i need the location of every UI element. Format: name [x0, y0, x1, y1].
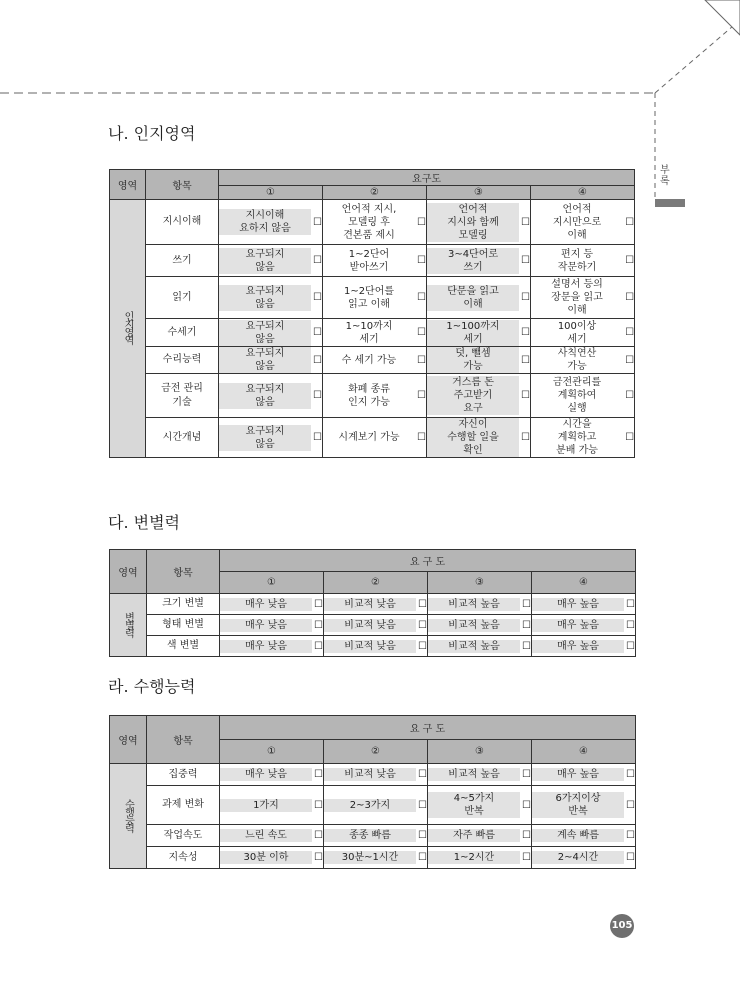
level-cell	[428, 594, 532, 615]
table-row	[110, 347, 635, 374]
level-cell	[219, 245, 323, 277]
checkbox[interactable]: ☐	[625, 390, 635, 401]
level-cell	[323, 245, 427, 277]
level-cell	[220, 847, 324, 869]
level-cell	[324, 847, 428, 869]
level-cell	[532, 636, 636, 657]
checkbox[interactable]: ☐	[313, 390, 322, 401]
row-item-label: 지시이해	[146, 200, 219, 245]
level-description: 편지 등 작문하기	[557, 248, 597, 273]
level-description: 비교적 낮음	[324, 598, 416, 611]
level-description: 매우 높음	[532, 768, 624, 781]
level-cell	[324, 764, 428, 786]
row-item-label: 색 변별	[147, 636, 220, 657]
level-cell	[532, 825, 636, 847]
level-description: 설명서 등의 장문을 읽고 이해	[551, 279, 603, 316]
level-cell	[324, 615, 428, 636]
level-description: 계속 빠름	[532, 829, 624, 842]
level-description: 1~10까지 세기	[345, 320, 393, 345]
level-description: 요구되지 않음	[219, 383, 311, 409]
header-level-3: ③	[428, 740, 532, 764]
checkbox[interactable]: ☐	[626, 640, 636, 652]
level-description: 매우 낮음	[220, 768, 312, 781]
level-cell	[220, 594, 324, 615]
level-cell	[219, 200, 323, 245]
header-level-3: ③	[427, 186, 531, 200]
level-description: 매우 낮음	[220, 598, 312, 611]
row-item-label: 지속성	[147, 847, 220, 869]
table-row	[110, 847, 636, 869]
level-description: 시간을 계획하고 분배 가능	[556, 419, 598, 456]
checkbox[interactable]: ☐	[626, 619, 636, 631]
level-cell	[531, 277, 635, 319]
table-row	[110, 786, 636, 825]
level-description: 2~4시간	[532, 851, 624, 864]
level-description: 수 세기 가능	[341, 354, 397, 366]
checkbox[interactable]: ☐	[417, 354, 426, 366]
checkbox[interactable]: ☐	[418, 852, 427, 863]
header-level-2: ②	[324, 572, 428, 594]
table-row	[110, 764, 636, 786]
level-description: 요구되지 않음	[219, 285, 311, 311]
level-cell	[428, 825, 532, 847]
level-description: 금전관리를 계획하여 실행	[552, 377, 602, 414]
row-item-label: 과제 변화	[147, 786, 220, 825]
level-cell	[219, 347, 323, 374]
level-description: 덧, 뺄셈 가능	[427, 347, 519, 373]
checkbox[interactable]: ☐	[313, 292, 322, 303]
header-level-4: ④	[532, 740, 636, 764]
level-cell	[532, 847, 636, 869]
checkbox[interactable]: ☐	[521, 292, 530, 303]
checkbox[interactable]: ☐	[522, 830, 531, 841]
checkbox[interactable]: ☐	[313, 354, 322, 366]
checkbox[interactable]: ☐	[418, 619, 427, 631]
level-description: 종종 빠름	[324, 829, 416, 842]
checkbox[interactable]: ☐	[521, 354, 530, 366]
checkbox[interactable]: ☐	[522, 598, 531, 610]
row-item-label: 수세기	[146, 319, 219, 347]
level-cell	[324, 825, 428, 847]
row-item-label: 집중력	[147, 764, 220, 786]
level-description: 언어적 지시, 모델링 후 견본품 제시	[341, 203, 397, 241]
checkbox[interactable]: ☐	[418, 799, 427, 811]
level-description: 언어적 지시만으로 이해	[552, 203, 602, 241]
checkbox[interactable]: ☐	[314, 799, 323, 811]
table-row	[110, 636, 636, 657]
row-item-label: 수리능력	[146, 347, 219, 374]
checkbox[interactable]: ☐	[521, 432, 530, 443]
checkbox[interactable]: ☐	[313, 327, 322, 338]
level-cell	[323, 200, 427, 245]
level-description: 요구되지 않음	[219, 347, 311, 373]
level-description: 1~2단어 받아쓰기	[348, 248, 390, 273]
level-description: 느린 속도	[220, 829, 312, 842]
checkbox[interactable]: ☐	[313, 216, 322, 228]
level-description: 매우 높음	[532, 598, 624, 611]
header-level-1: ①	[220, 740, 324, 764]
header-requirement: 요 구 도	[220, 550, 636, 572]
level-description: 비교적 낮음	[324, 619, 416, 632]
checkbox[interactable]: ☐	[417, 390, 426, 401]
level-description: 매우 높음	[532, 640, 624, 653]
level-description: 1~100까지 세기	[427, 320, 519, 346]
level-description: 사칙연산 가능	[557, 348, 597, 372]
checkbox[interactable]: ☐	[625, 354, 635, 366]
level-cell	[427, 277, 531, 319]
level-description: 거스름 돈 주고받기 요구	[427, 376, 519, 415]
level-cell	[427, 418, 531, 458]
level-cell	[220, 825, 324, 847]
table-row	[110, 200, 635, 245]
section-title-discrimination: 다. 변별력	[108, 513, 180, 532]
level-description: 비교적 높음	[428, 768, 520, 781]
level-description: 비교적 높음	[428, 640, 520, 653]
level-cell	[532, 615, 636, 636]
checkbox[interactable]: ☐	[626, 769, 636, 780]
checkbox[interactable]: ☐	[521, 255, 530, 266]
header-area: 영역	[110, 550, 147, 594]
level-description: 비교적 높음	[428, 619, 520, 632]
checkbox[interactable]: ☐	[522, 619, 531, 631]
page-number: 105	[610, 914, 634, 938]
level-cell	[219, 319, 323, 347]
level-cell	[220, 615, 324, 636]
area-label: 수행능력	[122, 798, 134, 831]
level-description: 30분~1시간	[324, 851, 416, 864]
checkbox[interactable]: ☐	[522, 852, 531, 863]
level-cell	[427, 319, 531, 347]
header-area: 영역	[110, 170, 146, 200]
header-requirement: 요구도	[219, 170, 635, 186]
level-description: 매우 낮음	[220, 640, 312, 653]
level-description: 비교적 낮음	[324, 768, 416, 781]
level-description: 100이상 세기	[557, 320, 597, 345]
level-cell	[219, 277, 323, 319]
level-cell	[324, 636, 428, 657]
level-cell	[531, 374, 635, 418]
level-description: 자주 빠름	[428, 829, 520, 842]
level-description: 요구되지 않음	[219, 248, 311, 274]
checkbox[interactable]: ☐	[314, 598, 323, 610]
level-description: 비교적 낮음	[324, 640, 416, 653]
side-tab-bar	[655, 199, 685, 207]
header-item: 항목	[146, 170, 219, 200]
checkbox[interactable]: ☐	[314, 852, 323, 863]
checkbox[interactable]: ☐	[417, 432, 426, 443]
checkbox[interactable]: ☐	[626, 598, 636, 610]
level-cell	[323, 319, 427, 347]
level-description: 비교적 높음	[428, 598, 520, 611]
level-description: 요구되지 않음	[219, 320, 311, 346]
area-label-cell	[110, 764, 147, 869]
level-description: 30분 이하	[220, 851, 312, 864]
level-cell	[532, 786, 636, 825]
checkbox[interactable]: ☐	[626, 799, 636, 811]
checkbox[interactable]: ☐	[625, 292, 635, 303]
checkbox[interactable]: ☐	[521, 390, 530, 401]
level-cell	[531, 200, 635, 245]
section-title-cognition: 나. 인지영역	[108, 124, 196, 143]
checkbox[interactable]: ☐	[314, 769, 323, 780]
checkbox[interactable]: ☐	[313, 432, 322, 443]
level-cell	[427, 347, 531, 374]
table-row	[110, 418, 635, 458]
checkbox[interactable]: ☐	[522, 640, 531, 652]
row-item-label: 읽기	[146, 277, 219, 319]
level-description: 6가지이상 반복	[532, 792, 624, 818]
checkbox[interactable]: ☐	[417, 216, 426, 228]
checkbox[interactable]: ☐	[418, 598, 427, 610]
row-item-label: 쓰기	[146, 245, 219, 277]
performance-table	[109, 715, 636, 869]
area-label: 인지영역	[122, 311, 133, 343]
table-row	[110, 374, 635, 418]
header-level-1: ①	[219, 186, 323, 200]
area-label: 변별력	[122, 611, 134, 636]
row-item-label: 금전 관리 기술	[146, 374, 219, 418]
level-description: 요구되지 않음	[219, 425, 311, 451]
level-description: 1~2시간	[428, 851, 520, 864]
table-row	[110, 277, 635, 319]
level-description: 언어적 지시와 함께 모델링	[427, 203, 519, 242]
checkbox[interactable]: ☐	[625, 255, 635, 266]
level-cell	[324, 594, 428, 615]
checkbox[interactable]: ☐	[418, 769, 427, 780]
table-row	[110, 615, 636, 636]
checkbox[interactable]: ☐	[417, 255, 426, 266]
row-item-label: 크기 변별	[147, 594, 220, 615]
table-row	[110, 245, 635, 277]
level-description: 1가지	[220, 799, 312, 812]
level-description: 4~5가지 반복	[428, 792, 520, 818]
level-description: 3~4단어로 쓰기	[427, 248, 519, 274]
area-label-cell	[110, 594, 147, 657]
cognition-table	[109, 169, 635, 458]
checkbox[interactable]: ☐	[522, 769, 531, 780]
header-level-4: ④	[532, 572, 636, 594]
level-cell	[531, 418, 635, 458]
level-cell	[220, 764, 324, 786]
table-row	[110, 825, 636, 847]
checkbox[interactable]: ☐	[626, 830, 636, 841]
level-cell	[220, 636, 324, 657]
section-title-performance: 라. 수행능력	[108, 677, 196, 696]
header-item: 항목	[147, 550, 220, 594]
level-cell	[531, 245, 635, 277]
checkbox[interactable]: ☐	[625, 327, 635, 338]
side-tab-label: 부록	[660, 165, 670, 187]
row-item-label: 형태 변별	[147, 615, 220, 636]
checkbox[interactable]: ☐	[314, 640, 323, 652]
level-cell	[323, 374, 427, 418]
checkbox[interactable]: ☐	[417, 327, 426, 338]
area-label-cell	[110, 200, 146, 458]
header-level-1: ①	[220, 572, 324, 594]
level-description: 지시이해 요하지 않음	[219, 209, 311, 235]
checkbox[interactable]: ☐	[314, 830, 323, 841]
level-cell	[531, 347, 635, 374]
level-cell	[532, 594, 636, 615]
header-level-2: ②	[324, 740, 428, 764]
level-cell	[427, 245, 531, 277]
header-level-3: ③	[428, 572, 532, 594]
level-cell	[323, 347, 427, 374]
level-description: 매우 낮음	[220, 619, 312, 632]
level-cell	[323, 277, 427, 319]
checkbox[interactable]: ☐	[625, 216, 635, 228]
header-area: 영역	[110, 716, 147, 764]
row-item-label: 시간개념	[146, 418, 219, 458]
level-cell	[219, 418, 323, 458]
header-requirement: 요 구 도	[220, 716, 636, 740]
discrimination-table	[109, 549, 636, 657]
checkbox[interactable]: ☐	[313, 255, 322, 266]
level-description: 화폐 종류 인지 가능	[348, 383, 390, 408]
level-cell	[428, 786, 532, 825]
level-description: 자신이 수행할 일을 확인	[427, 418, 519, 457]
level-cell	[428, 847, 532, 869]
level-cell	[427, 200, 531, 245]
header-item: 항목	[147, 716, 220, 764]
level-description: 1~2단어를 읽고 이해	[343, 285, 395, 310]
header-level-2: ②	[323, 186, 427, 200]
table-row	[110, 319, 635, 347]
level-description: 시계보기 가능	[338, 432, 400, 443]
level-cell	[427, 374, 531, 418]
checkbox[interactable]: ☐	[625, 432, 635, 443]
level-cell	[219, 374, 323, 418]
level-cell	[220, 786, 324, 825]
level-cell	[428, 615, 532, 636]
checkbox[interactable]: ☐	[418, 640, 427, 652]
checkbox[interactable]: ☐	[314, 619, 323, 631]
level-cell	[323, 418, 427, 458]
row-item-label: 작업속도	[147, 825, 220, 847]
level-cell	[428, 764, 532, 786]
header-level-4: ④	[531, 186, 635, 200]
level-cell	[428, 636, 532, 657]
level-description: 2~3가지	[324, 799, 416, 812]
checkbox[interactable]: ☐	[522, 799, 531, 811]
checkbox[interactable]: ☐	[521, 216, 530, 228]
level-description: 매우 높음	[532, 619, 624, 632]
level-cell	[324, 786, 428, 825]
checkbox[interactable]: ☐	[417, 292, 426, 303]
level-description: 단문을 읽고 이해	[427, 285, 519, 311]
table-row	[110, 594, 636, 615]
level-cell	[532, 764, 636, 786]
checkbox[interactable]: ☐	[521, 327, 530, 338]
checkbox[interactable]: ☐	[418, 830, 427, 841]
level-cell	[531, 319, 635, 347]
checkbox[interactable]: ☐	[626, 852, 636, 863]
